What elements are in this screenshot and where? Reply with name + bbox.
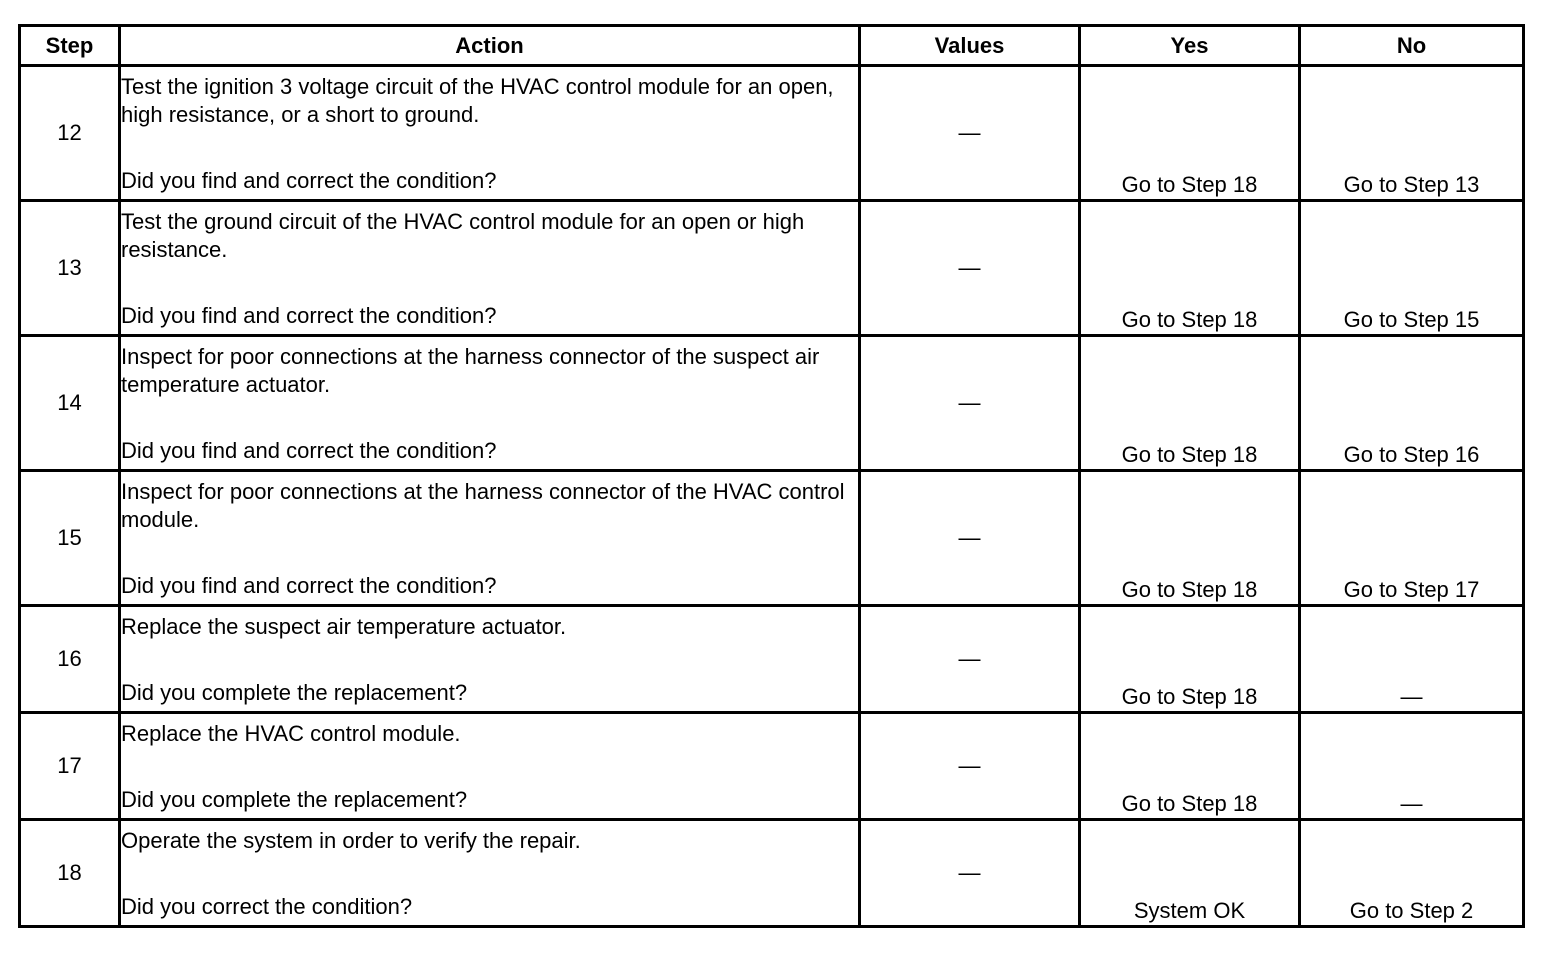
step-number: 13 — [20, 201, 120, 336]
action-cell — [120, 713, 860, 820]
table-row — [20, 713, 1524, 820]
header-action: Action — [120, 26, 860, 66]
action-question: Did you correct the condition? — [121, 894, 413, 919]
values-cell: — — [860, 820, 1080, 927]
table-row — [20, 820, 1524, 927]
step-number: 14 — [20, 336, 120, 471]
values-cell: — — [860, 66, 1080, 201]
yes-cell: Go to Step 18 — [1080, 713, 1300, 820]
no-cell: — — [1300, 713, 1524, 820]
action-instruction: Inspect for poor connections at the harness connector of the HVAC control module. — [121, 479, 845, 532]
header-yes: Yes — [1080, 26, 1300, 66]
header-row — [20, 26, 1524, 66]
step-number: 18 — [20, 820, 120, 927]
action-question: Did you find and correct the condition? — [121, 438, 497, 463]
action-instruction: Operate the system in order to verify the repair. — [121, 828, 581, 853]
yes-cell: Go to Step 18 — [1080, 471, 1300, 606]
action-instruction: Test the ignition 3 voltage circuit of the HVAC control module for an open, high resistance, or a short to ground. — [121, 74, 834, 127]
no-cell: Go to Step 15 — [1300, 201, 1524, 336]
table-row — [20, 201, 1524, 336]
action-question: Did you find and correct the condition? — [121, 303, 497, 328]
step-number: 17 — [20, 713, 120, 820]
action-question: Did you find and correct the condition? — [121, 573, 497, 598]
table-row — [20, 336, 1524, 471]
header-no: No — [1300, 26, 1524, 66]
values-cell: — — [860, 713, 1080, 820]
action-cell — [120, 66, 860, 201]
values-cell: — — [860, 336, 1080, 471]
table-row — [20, 471, 1524, 606]
action-cell — [120, 606, 860, 713]
step-number: 15 — [20, 471, 120, 606]
action-question: Did you complete the replacement? — [121, 787, 468, 812]
action-instruction: Replace the suspect air temperature actuator. — [121, 614, 567, 639]
action-instruction: Test the ground circuit of the HVAC control module for an open or high resistance. — [121, 209, 805, 262]
no-cell: Go to Step 13 — [1300, 66, 1524, 201]
action-question: Did you complete the replacement? — [121, 680, 468, 705]
yes-cell: Go to Step 18 — [1080, 336, 1300, 471]
no-cell: Go to Step 2 — [1300, 820, 1524, 927]
table-row — [20, 606, 1524, 713]
diagnostic-table — [18, 24, 1525, 928]
action-cell — [120, 201, 860, 336]
yes-cell: Go to Step 18 — [1080, 66, 1300, 201]
values-cell: — — [860, 471, 1080, 606]
action-question: Did you find and correct the condition? — [121, 168, 497, 193]
yes-cell: System OK — [1080, 820, 1300, 927]
action-cell — [120, 336, 860, 471]
table-row — [20, 66, 1524, 201]
step-number: 16 — [20, 606, 120, 713]
no-cell: Go to Step 16 — [1300, 336, 1524, 471]
action-cell — [120, 820, 860, 927]
yes-cell: Go to Step 18 — [1080, 201, 1300, 336]
values-cell: — — [860, 201, 1080, 336]
action-cell — [120, 471, 860, 606]
no-cell: Go to Step 17 — [1300, 471, 1524, 606]
no-cell: — — [1300, 606, 1524, 713]
step-number: 12 — [20, 66, 120, 201]
yes-cell: Go to Step 18 — [1080, 606, 1300, 713]
action-instruction: Inspect for poor connections at the harness connector of the suspect air temperature actuator. — [121, 344, 820, 397]
action-instruction: Replace the HVAC control module. — [121, 721, 461, 746]
header-values: Values — [860, 26, 1080, 66]
header-step: Step — [20, 26, 120, 66]
values-cell: — — [860, 606, 1080, 713]
